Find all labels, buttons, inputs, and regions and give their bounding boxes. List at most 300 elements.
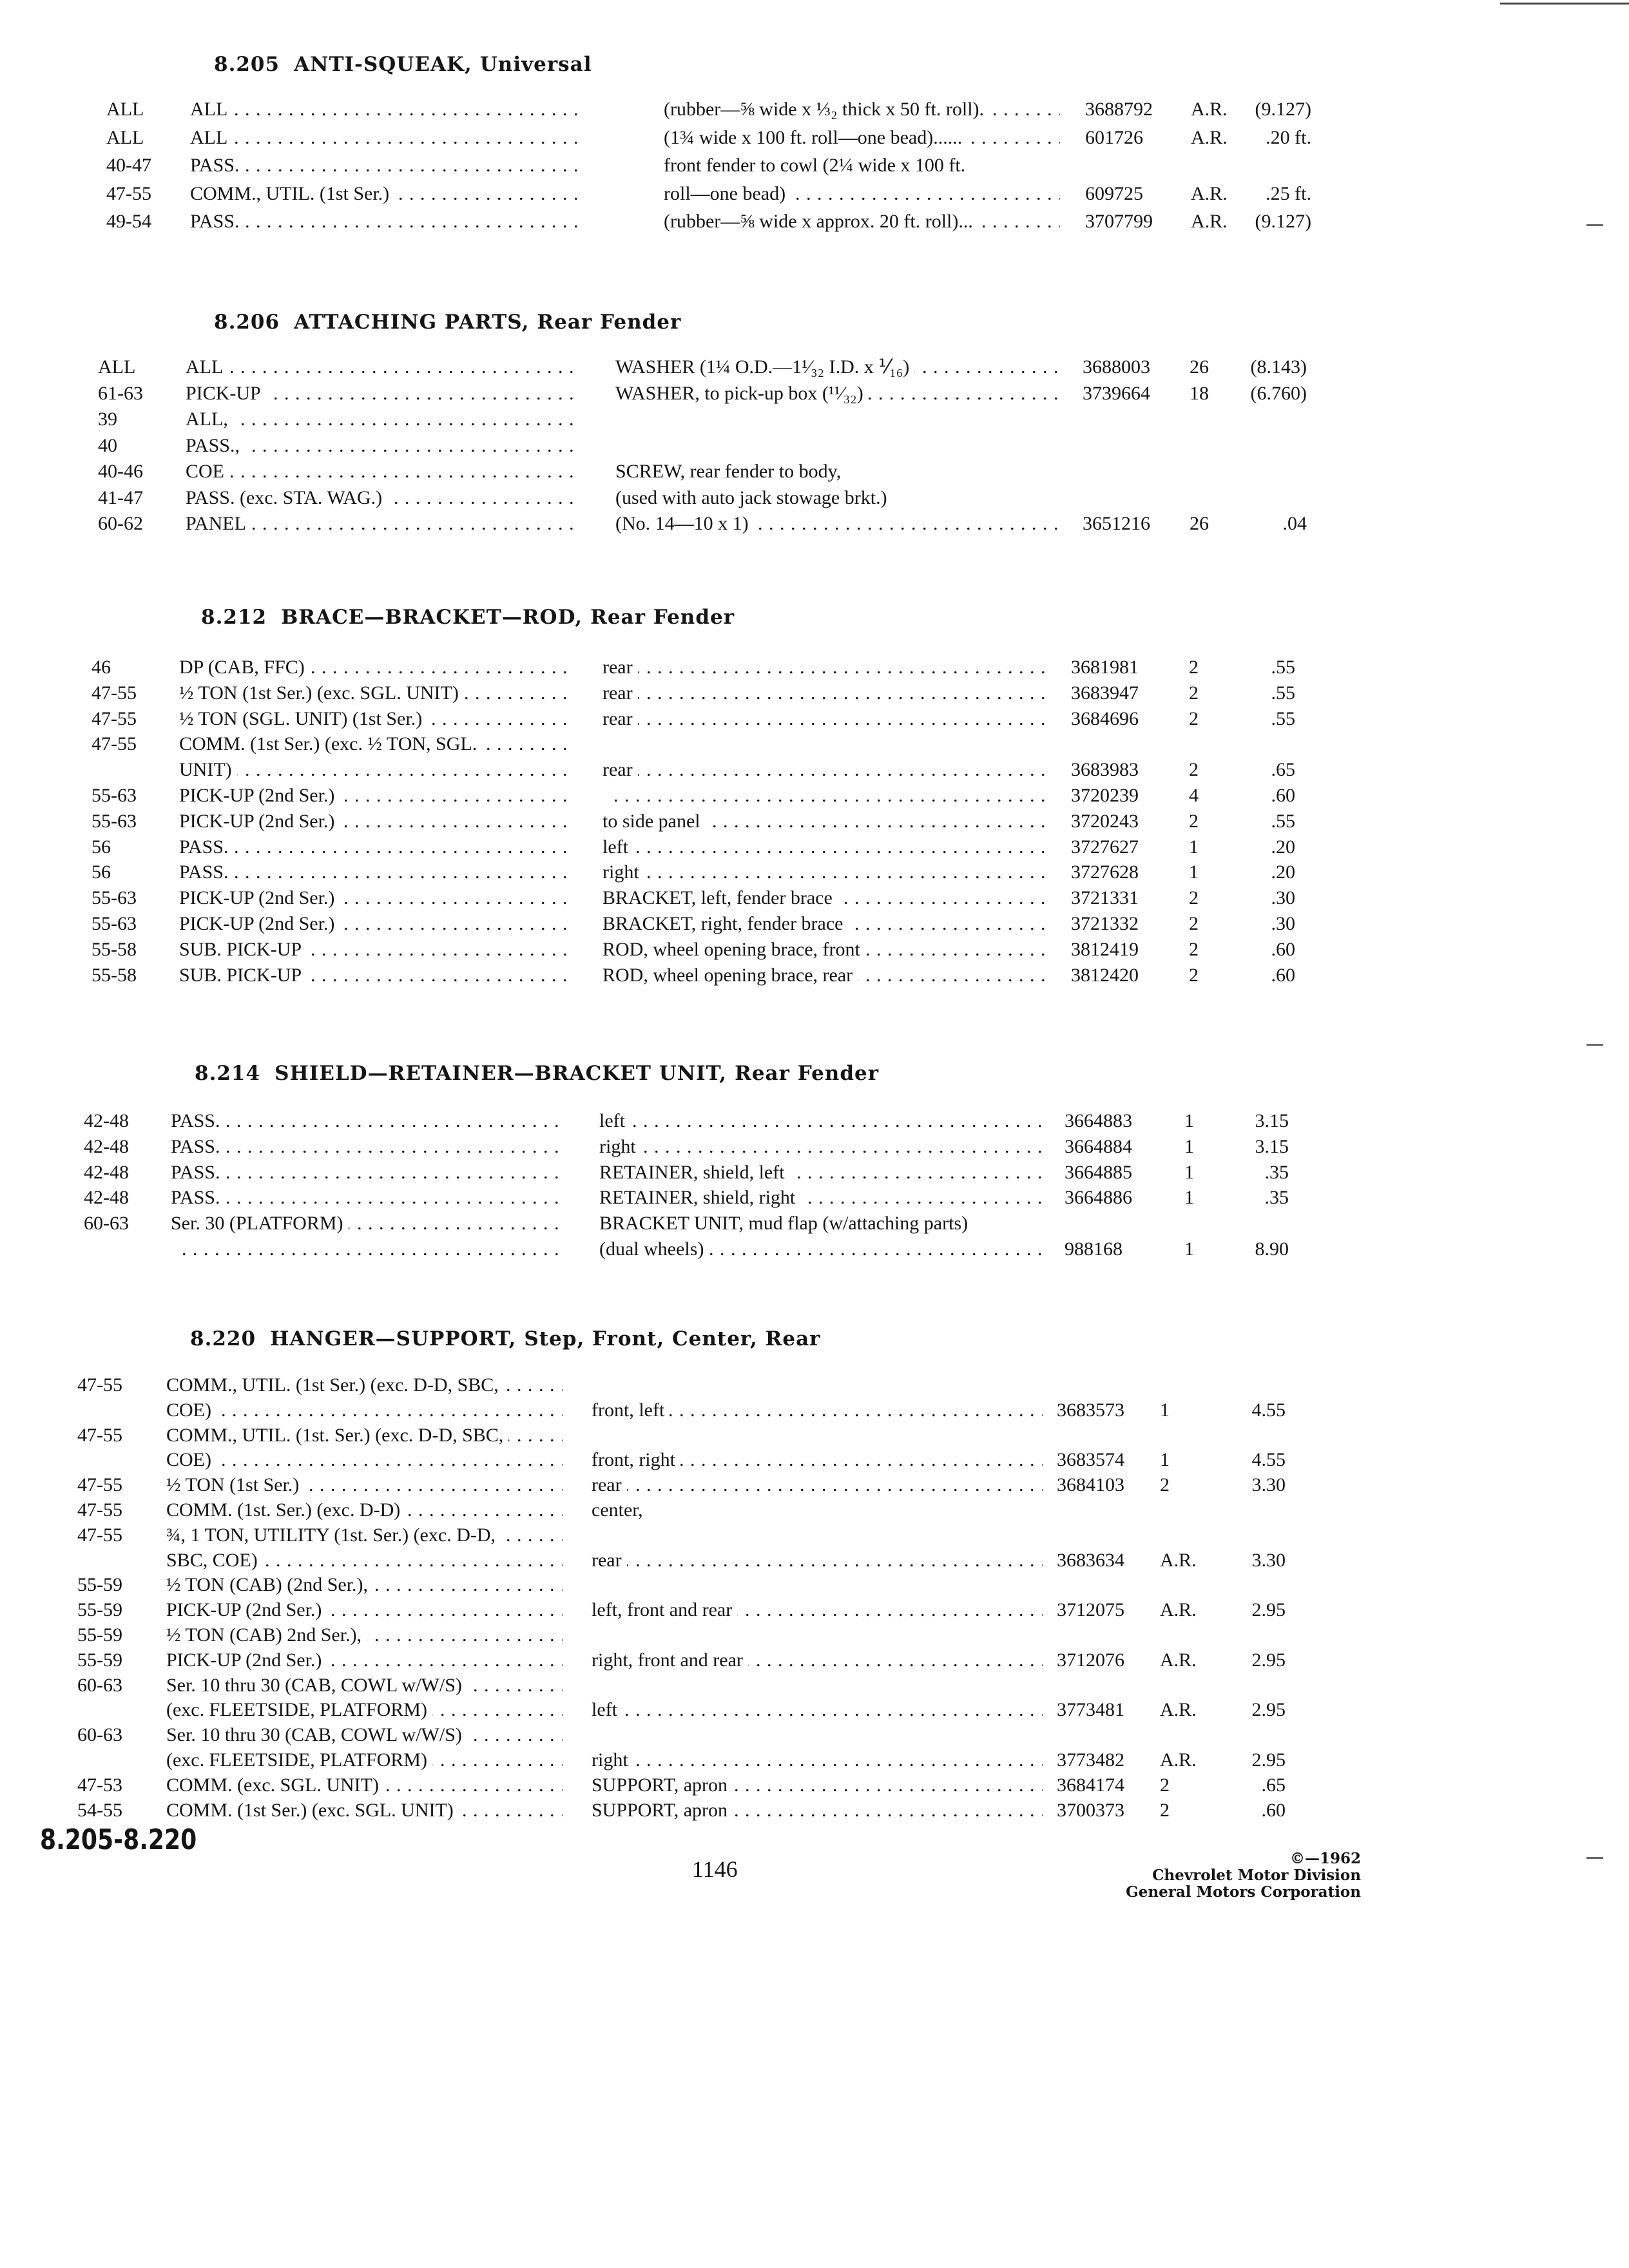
part-row: [0, 1497, 1629, 1523]
part-row: [0, 911, 1629, 937]
application-text: ½ TON (SGL. UNIT) (1st Ser.): [179, 708, 427, 729]
part-description-text: [592, 1524, 597, 1546]
part-number: 3712076: [1057, 1649, 1124, 1671]
part-description-text: to side panel: [602, 811, 706, 832]
part-description: [592, 1523, 1043, 1548]
section-heading: [190, 1327, 821, 1350]
section-heading: [201, 606, 735, 629]
part-description-text: BRACKET, right, fender brace: [602, 913, 849, 934]
part-row: [0, 963, 1629, 988]
part-description: [592, 1648, 1043, 1673]
part-number: 3664883: [1065, 1110, 1132, 1131]
part-number: 3727628: [1071, 861, 1139, 883]
application: [190, 97, 583, 122]
model-years: 39: [98, 408, 117, 430]
part-description-text: right: [599, 1136, 641, 1157]
part-description: [615, 511, 1060, 537]
application-text: PASS.: [190, 211, 244, 232]
part-description-text: [592, 1724, 597, 1745]
quantity: 1: [1189, 836, 1199, 858]
quantity: A.R.: [1191, 211, 1228, 232]
list-price: .04: [1282, 513, 1307, 534]
application: [166, 1423, 563, 1448]
quantity: 1: [1184, 1238, 1194, 1260]
application: [171, 1185, 564, 1211]
application: [166, 1622, 563, 1648]
part-number: 3688003: [1083, 356, 1150, 378]
list-price: 2.95: [1251, 1699, 1286, 1720]
part-description: [592, 1673, 1043, 1698]
part-description: [599, 1236, 1044, 1262]
part-number: 609725: [1085, 183, 1143, 204]
application-text: SUB. PICK-UP: [179, 965, 307, 986]
quantity: 26: [1190, 513, 1209, 534]
part-description: [602, 680, 1047, 706]
part-number: 3688792: [1085, 99, 1153, 120]
part-row: [0, 381, 1629, 407]
quantity: 2: [1189, 939, 1199, 960]
application: [186, 433, 580, 459]
application: [190, 153, 583, 178]
footer-division: Chevrolet Motor Division: [1152, 1867, 1361, 1884]
section-subtitle: Rear Fender: [735, 1062, 880, 1085]
application: [186, 381, 580, 407]
application-text: ALL: [190, 99, 233, 120]
part-description: [602, 911, 1047, 937]
part-row: [0, 459, 1629, 485]
list-price: .35: [1264, 1162, 1289, 1183]
part-number: 3683634: [1057, 1550, 1124, 1571]
application-text: PANEL: [186, 513, 251, 534]
part-row: [0, 1472, 1629, 1498]
part-description-text: (1¾ wide x 100 ft. roll—one bead)......: [664, 127, 967, 148]
part-row: [0, 1798, 1629, 1823]
application: [186, 459, 580, 485]
part-description: [602, 937, 1047, 963]
part-number: 3684174: [1057, 1774, 1124, 1796]
application: [166, 1447, 563, 1473]
quantity: A.R.: [1160, 1599, 1197, 1620]
part-row: [0, 1236, 1629, 1262]
part-number: 3664884: [1065, 1136, 1132, 1157]
part-description-text: [592, 1374, 597, 1396]
part-description: [664, 209, 1060, 235]
part-row: [0, 1134, 1629, 1160]
section-number: 8.214: [195, 1062, 261, 1085]
application: [190, 181, 583, 207]
part-description: [599, 1108, 1044, 1134]
part-description-text: ROD, wheel opening brace, rear: [602, 965, 858, 986]
quantity: 2: [1189, 708, 1199, 729]
application: [186, 485, 580, 511]
model-years: 42-48: [84, 1136, 129, 1157]
part-description-text: rear: [602, 682, 638, 704]
part-description: [615, 381, 1060, 407]
part-row: [0, 1747, 1629, 1773]
part-description: [615, 354, 1060, 380]
part-description-text: BRACKET, left, fender brace: [602, 887, 838, 908]
application-text: COMM. (1st Ser.) (exc. ½ TON, SGL.: [179, 733, 482, 754]
quantity: A.R.: [1191, 127, 1228, 148]
list-price: 3.15: [1255, 1110, 1289, 1131]
application-text: PICK-UP (2nd Ser.): [179, 811, 340, 832]
model-years: 42-48: [84, 1110, 129, 1131]
application-text: PASS.,: [186, 435, 245, 456]
part-number: 3720243: [1071, 811, 1139, 832]
part-description-text: [615, 408, 621, 430]
part-description-text: WASHER (1¼ O.D.—1¹⁄₃₂ I.D. x ⅟₁₆): [615, 356, 914, 378]
part-description-text: [602, 733, 608, 754]
section-number: 8.212: [201, 606, 267, 629]
part-description-text: right: [592, 1749, 633, 1771]
model-years: 40: [98, 435, 117, 456]
model-years: 60-63: [77, 1724, 122, 1745]
application: [179, 963, 570, 988]
list-price: .60: [1261, 1800, 1286, 1821]
quantity: A.R.: [1191, 99, 1228, 120]
part-row: [0, 354, 1629, 380]
application-text: ¾, 1 TON, UTILITY (1st. Ser.) (exc. D-D,: [166, 1524, 501, 1546]
application-text: Ser. 10 thru 30 (CAB, COWL w/W/S): [166, 1724, 467, 1745]
application: [179, 860, 570, 885]
application: [166, 1722, 563, 1748]
part-description-text: [592, 1624, 597, 1646]
list-price: .65: [1261, 1774, 1286, 1796]
model-years: 60-63: [77, 1675, 122, 1696]
part-description-text: ROD, wheel opening brace, front: [602, 939, 865, 960]
part-description: [664, 181, 1060, 207]
application-text: PICK-UP (2nd Ser.): [179, 887, 340, 908]
section-title: SHIELD—RETAINER—BRACKET UNIT,: [275, 1062, 728, 1085]
quantity: 1: [1184, 1136, 1194, 1157]
edge-mark: [1586, 1044, 1603, 1046]
model-years: 40-47: [106, 155, 151, 176]
quantity: 2: [1189, 913, 1199, 934]
application: [166, 1548, 563, 1573]
quantity: A.R.: [1160, 1649, 1197, 1671]
part-description-text: SUPPORT, apron: [592, 1774, 733, 1796]
part-description-text: [592, 1675, 597, 1696]
part-description: [592, 1423, 1043, 1448]
part-description: [602, 809, 1047, 834]
model-years: 55-59: [77, 1574, 122, 1595]
application: [179, 885, 570, 911]
part-row: [0, 655, 1629, 680]
part-row: [0, 757, 1629, 783]
application: [186, 354, 580, 380]
quantity: 18: [1190, 383, 1209, 404]
application: [186, 511, 580, 537]
part-row: [0, 834, 1629, 860]
part-row: [0, 407, 1629, 432]
part-description-text: left: [599, 1110, 630, 1131]
part-description-text: RETAINER, shield, left: [599, 1162, 790, 1183]
part-description: [615, 433, 1060, 459]
list-price: 2.95: [1251, 1749, 1286, 1771]
application-text: PASS.: [171, 1162, 225, 1183]
part-description-text: (used with auto jack stowage brkt.): [615, 487, 892, 508]
part-description: [599, 1211, 1044, 1236]
part-row: [0, 433, 1629, 459]
part-row: [0, 1622, 1629, 1648]
list-price: (9.127): [1255, 211, 1311, 232]
part-description: [664, 125, 1060, 151]
part-number: 3727627: [1071, 836, 1139, 858]
application: [171, 1134, 564, 1160]
application: [171, 1108, 564, 1134]
part-description: [592, 1747, 1043, 1773]
quantity: 1: [1184, 1162, 1194, 1183]
list-price: (6.760): [1250, 383, 1307, 404]
part-row: [0, 783, 1629, 809]
application: [179, 809, 570, 834]
list-price: (9.127): [1255, 99, 1311, 120]
model-years: 47-55: [92, 708, 137, 729]
model-years: 61-63: [98, 383, 143, 404]
part-number: 3773482: [1057, 1749, 1124, 1771]
quantity: 2: [1189, 682, 1199, 704]
list-price: .55: [1271, 811, 1295, 832]
part-description-text: [602, 785, 608, 806]
edge-mark: [1586, 1857, 1603, 1859]
model-years: 56: [92, 836, 111, 858]
part-number: 3720239: [1071, 785, 1139, 806]
list-price: .60: [1271, 785, 1295, 806]
application: [166, 1773, 563, 1798]
application: [179, 680, 570, 706]
application: [166, 1398, 563, 1423]
model-years: 55-63: [92, 785, 137, 806]
quantity: 2: [1160, 1474, 1170, 1495]
part-row: [0, 1548, 1629, 1573]
part-description-text: [592, 1574, 597, 1595]
part-description-text: right, front and rear: [592, 1649, 748, 1671]
application-text: COMM. (1st. Ser.) (exc. D-D): [166, 1499, 405, 1521]
model-years: 60-62: [98, 513, 143, 534]
model-years: 42-48: [84, 1162, 129, 1183]
part-number: 3683574: [1057, 1449, 1124, 1470]
application-text: ½ TON (1st Ser.): [166, 1474, 304, 1495]
part-description: [592, 1773, 1043, 1798]
part-row: [0, 1722, 1629, 1748]
section-heading: [195, 1062, 879, 1085]
application-text: COMM. (exc. SGL. UNIT): [166, 1774, 384, 1796]
part-row: [0, 1673, 1629, 1698]
part-number: 3651216: [1083, 513, 1150, 534]
model-years: 56: [92, 861, 111, 883]
part-description-text: rear: [592, 1474, 627, 1495]
model-years: 47-55: [77, 1499, 122, 1521]
model-years: 55-58: [92, 965, 137, 986]
part-description-text: RETAINER, shield, right: [599, 1187, 800, 1208]
part-description: [599, 1134, 1044, 1160]
list-price: 3.15: [1255, 1136, 1289, 1157]
application-text: COMM., UTIL. (1st Ser.): [190, 183, 394, 204]
quantity: 2: [1189, 887, 1199, 908]
application-text: ½ TON (CAB) 2nd Ser.),: [166, 1624, 367, 1646]
list-price: .35: [1264, 1187, 1289, 1208]
application: [166, 1523, 563, 1548]
application-text: [171, 1238, 176, 1260]
list-price: 3.30: [1251, 1550, 1286, 1571]
footer-copyright: ©—1962: [1289, 1850, 1361, 1867]
part-row: [0, 1773, 1629, 1798]
quantity: 2: [1189, 759, 1199, 780]
part-number: 3683573: [1057, 1399, 1124, 1421]
list-price: .25 ft.: [1266, 183, 1311, 204]
model-years: ALL: [98, 356, 136, 378]
part-number: 988168: [1065, 1238, 1123, 1260]
part-number: 3721331: [1071, 887, 1139, 908]
list-price: .20: [1271, 836, 1295, 858]
application-text: SUB. PICK-UP: [179, 939, 307, 960]
quantity: 2: [1189, 965, 1199, 986]
part-row: [0, 511, 1629, 537]
model-years: ALL: [106, 127, 144, 148]
list-price: 4.55: [1251, 1449, 1286, 1470]
part-description-text: SCREW, rear fender to body,: [615, 461, 846, 482]
model-years: 41-47: [98, 487, 143, 508]
part-description-text: roll—one bead): [664, 183, 791, 204]
section-title: ANTI-SQUEAK,: [294, 53, 472, 76]
model-years: 55-59: [77, 1624, 122, 1646]
list-price: .20 ft.: [1266, 127, 1311, 148]
part-row: [0, 809, 1629, 834]
list-price: 8.90: [1255, 1238, 1289, 1260]
model-years: 46: [92, 657, 111, 678]
application: [179, 731, 570, 757]
application-text: COE): [166, 1399, 217, 1421]
application-text: ½ TON (CAB) (2nd Ser.),: [166, 1574, 373, 1595]
application-text: PICK-UP (2nd Ser.): [179, 913, 340, 934]
application: [190, 125, 583, 151]
part-number: 3773481: [1057, 1699, 1124, 1720]
part-number: 3812419: [1071, 939, 1139, 960]
list-price: .55: [1271, 708, 1295, 729]
part-description: [602, 706, 1047, 732]
application: [179, 757, 570, 783]
part-row: [0, 1398, 1629, 1423]
part-description-text: (rubber—⅝ wide x ⅓₂ thick x 50 ft. roll).: [664, 99, 989, 120]
list-price: .30: [1271, 913, 1295, 934]
part-description: [615, 485, 1060, 511]
part-number: 3664885: [1065, 1162, 1132, 1183]
part-description-text: right: [602, 861, 644, 883]
part-row: [0, 1423, 1629, 1448]
part-description: [664, 97, 1060, 122]
part-description: [592, 1372, 1043, 1398]
application-text: Ser. 10 thru 30 (CAB, COWL w/W/S): [166, 1675, 467, 1696]
part-description-text: WASHER, to pick-up box (¹¹⁄₃₂): [615, 383, 869, 404]
part-description: [592, 1548, 1043, 1573]
model-years: 42-48: [84, 1187, 129, 1208]
part-description: [592, 1597, 1043, 1623]
application: [166, 1597, 563, 1623]
application-text: PASS.: [171, 1136, 225, 1157]
section-subtitle: Step, Front, Center, Rear: [524, 1327, 821, 1350]
application: [166, 1472, 563, 1498]
quantity: A.R.: [1160, 1749, 1197, 1771]
section-heading: [214, 53, 592, 76]
part-description: [592, 1697, 1043, 1723]
application-text: (exc. FLEETSIDE, PLATFORM): [166, 1699, 432, 1720]
list-price: (8.143): [1250, 356, 1307, 378]
section-heading: [214, 311, 681, 334]
application: [171, 1160, 564, 1186]
part-description: [602, 757, 1047, 783]
part-row: [0, 1648, 1629, 1673]
model-years: 55-63: [92, 887, 137, 908]
application: [190, 209, 583, 235]
model-years: 47-55: [77, 1474, 122, 1495]
application-text: COE): [166, 1449, 217, 1470]
model-years: 55-59: [77, 1599, 122, 1620]
application-text: Ser. 30 (PLATFORM): [171, 1213, 349, 1234]
application: [166, 1572, 563, 1598]
part-row: [0, 731, 1629, 757]
application: [166, 1673, 563, 1698]
model-years: 55-63: [92, 811, 137, 832]
part-description: [599, 1160, 1044, 1186]
part-row: [0, 1447, 1629, 1473]
application-text: PASS.: [190, 155, 244, 176]
part-row: [0, 97, 1629, 122]
application: [166, 1747, 563, 1773]
part-row: [0, 1697, 1629, 1723]
application: [179, 655, 570, 680]
application: [186, 407, 580, 432]
application-text: PICK-UP (2nd Ser.): [179, 785, 340, 806]
part-number: 3712075: [1057, 1599, 1124, 1620]
application-text: PASS.: [171, 1110, 225, 1131]
model-years: 47-55: [77, 1374, 122, 1396]
part-description: [615, 407, 1060, 432]
quantity: 1: [1184, 1110, 1194, 1131]
application: [171, 1236, 564, 1262]
application-text: DP (CAB, FFC): [179, 657, 310, 678]
part-number: 3812420: [1071, 965, 1139, 986]
application-text: ALL: [186, 356, 228, 378]
list-price: .55: [1271, 657, 1295, 678]
part-description: [602, 783, 1047, 809]
model-years: 60-63: [84, 1213, 129, 1234]
quantity: 2: [1189, 811, 1199, 832]
application-text: SBC, COE): [166, 1550, 263, 1571]
part-description-text: (rubber—⅝ wide x approx. 20 ft. roll)...: [664, 211, 978, 232]
model-years: 47-53: [77, 1774, 122, 1796]
part-description-text: front, left: [592, 1399, 670, 1421]
part-description-text: center,: [592, 1499, 648, 1521]
application-text: PICK-UP (2nd Ser.): [166, 1649, 327, 1671]
part-row: [0, 153, 1629, 178]
application: [179, 937, 570, 963]
part-description-text: (dual wheels): [599, 1238, 709, 1260]
model-years: 55-58: [92, 939, 137, 960]
application-text: ALL: [190, 127, 233, 148]
part-description: [602, 655, 1047, 680]
quantity: 2: [1160, 1774, 1170, 1796]
model-years: 49-54: [106, 211, 151, 232]
section-subtitle: Rear Fender: [590, 606, 735, 629]
quantity: 1: [1189, 861, 1199, 883]
application-text: PASS.: [171, 1187, 225, 1208]
quantity: 1: [1160, 1399, 1170, 1421]
application: [179, 706, 570, 732]
section-number: 8.220: [190, 1327, 256, 1350]
part-description: [664, 153, 1060, 178]
part-row: [0, 937, 1629, 963]
list-price: .30: [1271, 887, 1295, 908]
